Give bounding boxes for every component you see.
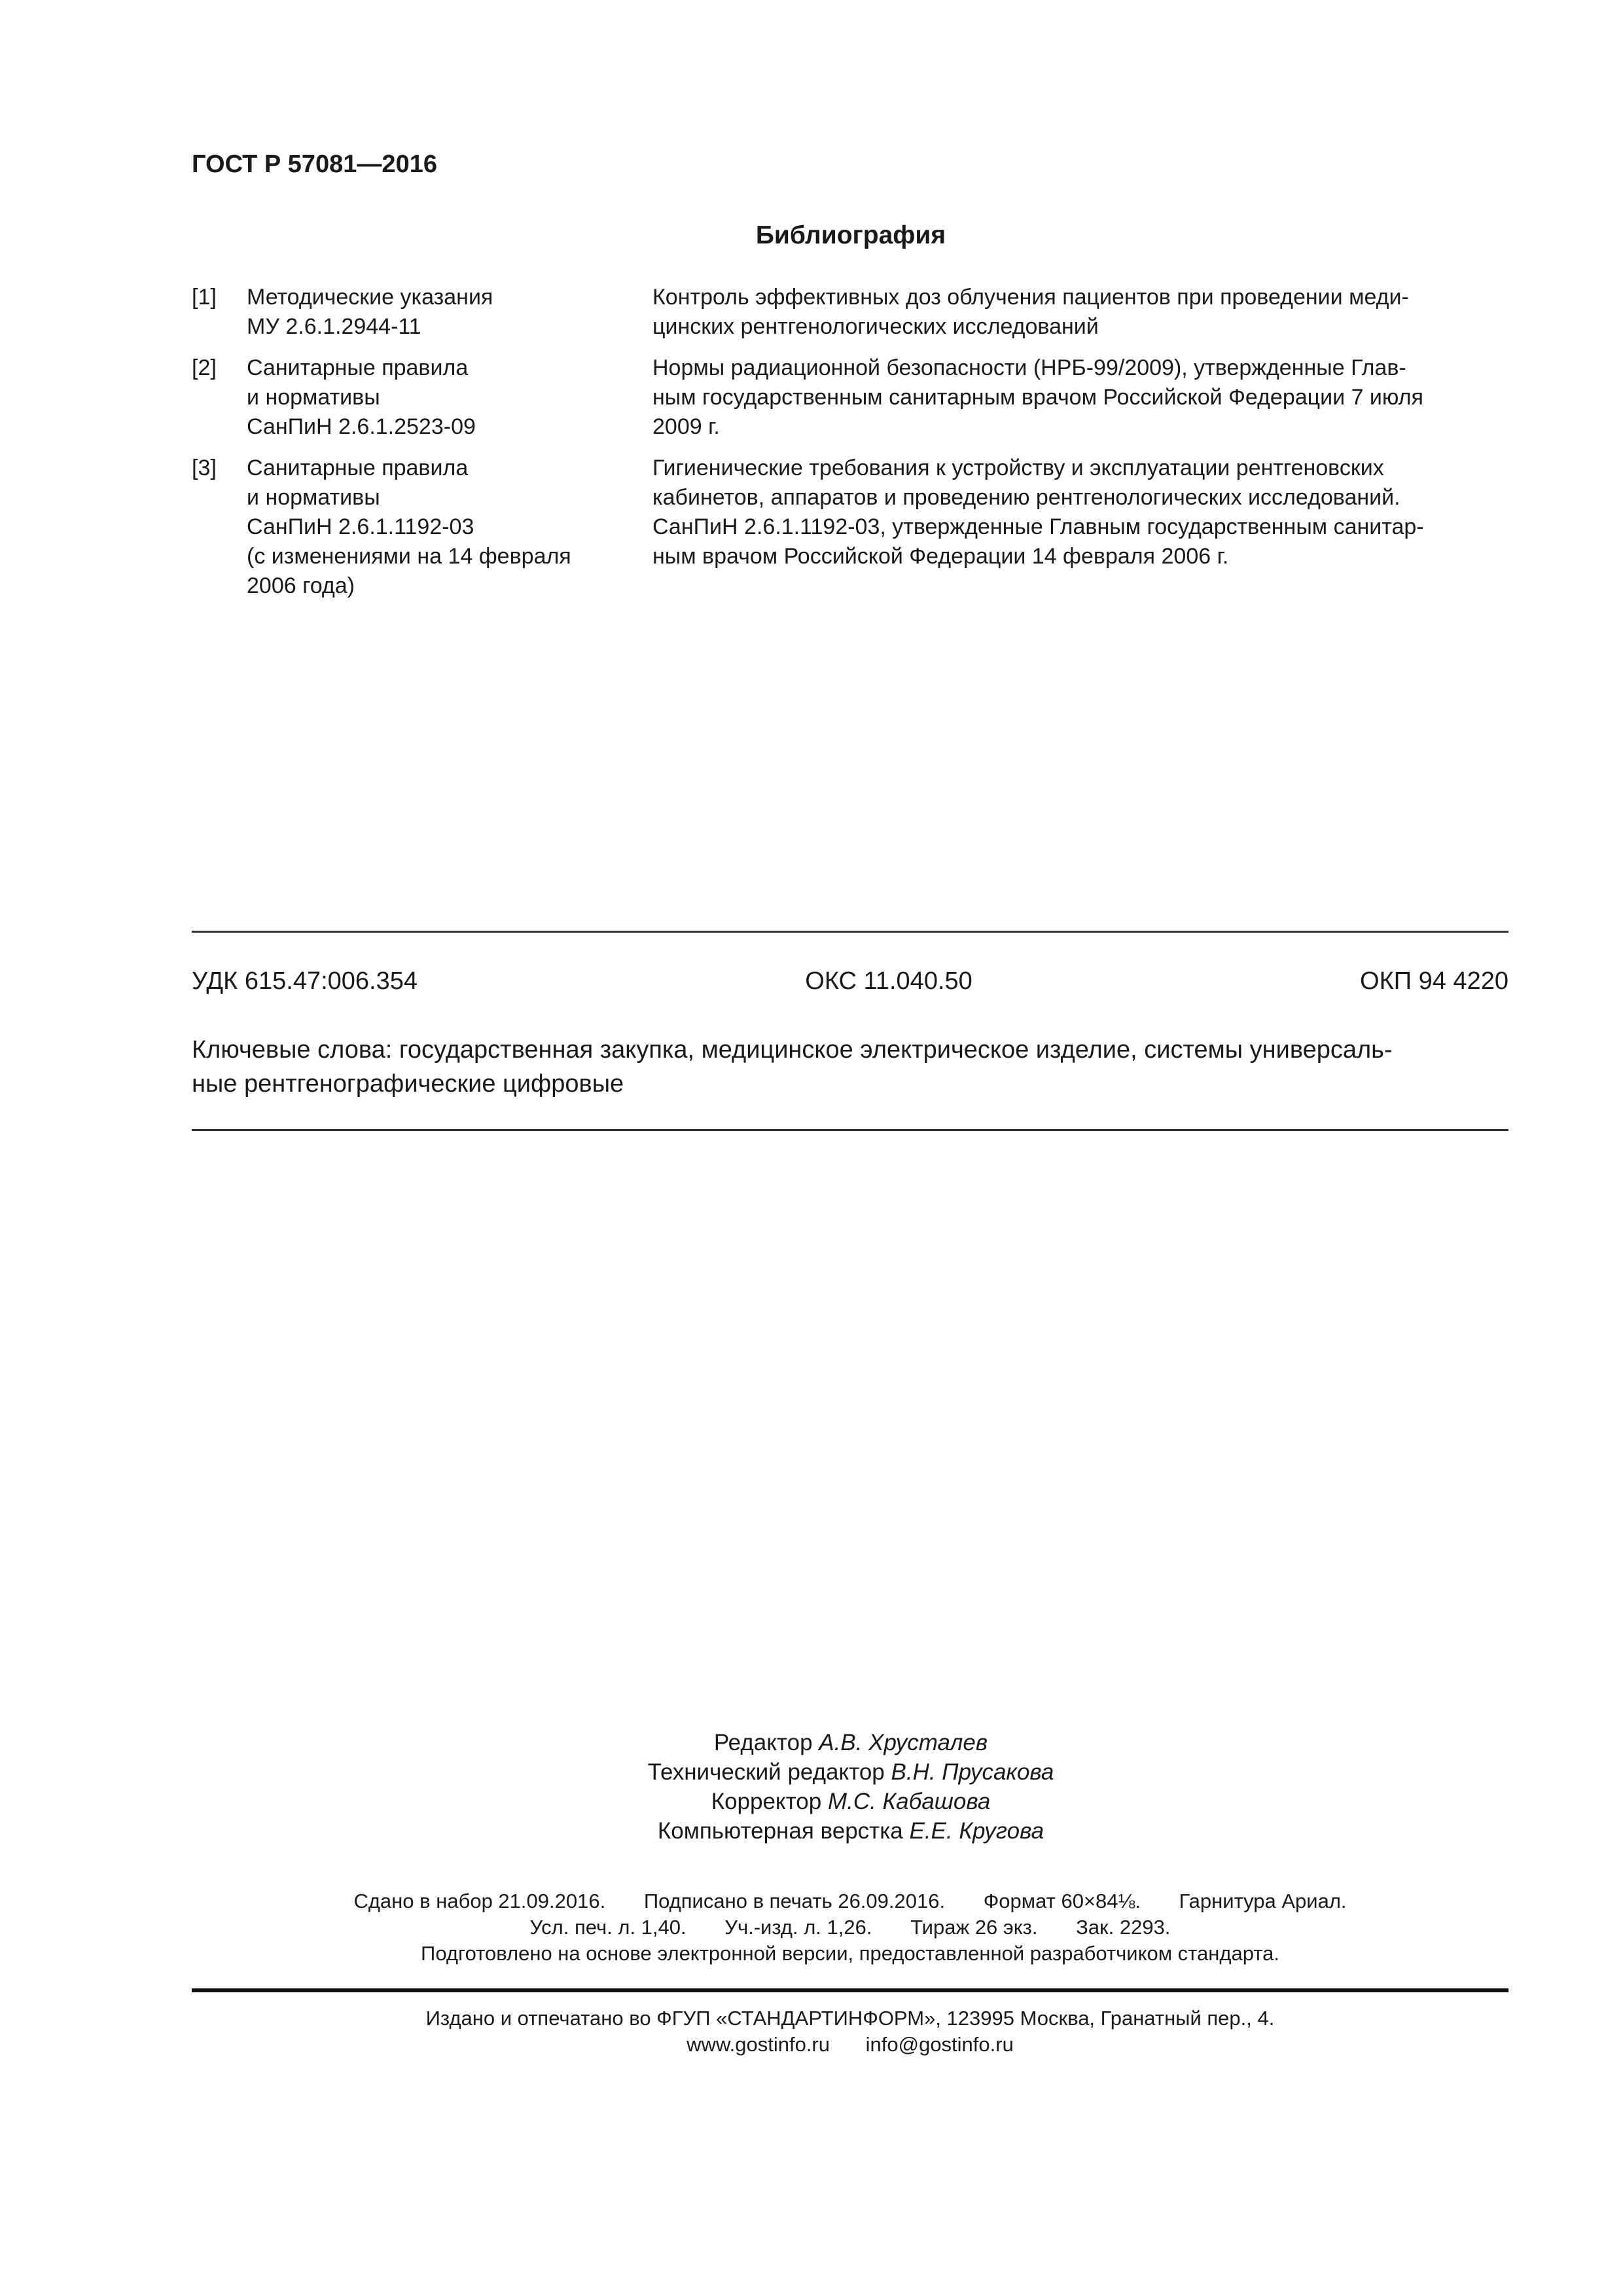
format: Формат 60×84⅛. (983, 1890, 1141, 1912)
entry-description: Нормы радиационной безопасности (НРБ-99/2009), утвержденные Глав- ным государственным санитарным врачом Российской Федерации 7 июля 2009 г. (652, 355, 1423, 439)
udk-code: УДК 615.47:006.354 (192, 967, 418, 995)
credits-block (0, 1728, 1623, 1846)
imprint-line (192, 1888, 1508, 1914)
typeset-date: Сдано в набор 21.09.2016. (353, 1890, 606, 1912)
credit-line (0, 1787, 1623, 1816)
print-date: Подписано в печать 26.09.2016. (643, 1890, 946, 1912)
classification-row (192, 967, 1508, 996)
credit-name: Е.Е. Кругова (909, 1818, 1044, 1844)
publisher-sheets: Уч.-изд. л. 1,26. (724, 1916, 872, 1939)
credit-name: В.Н. Прусакова (891, 1759, 1054, 1785)
credit-line (0, 1816, 1623, 1846)
entry-number: [2] (192, 355, 217, 380)
entry-source: Санитарные правила и нормативы СанПиН 2.6.1.2523-09 (247, 355, 476, 439)
bibliography-list (192, 283, 1508, 613)
okp-code: ОКП 94 4220 (1360, 967, 1508, 995)
publisher-block (192, 2005, 1508, 2058)
print-sheets: Усл. печ. л. 1,40. (529, 1916, 687, 1939)
bibliography-entry (192, 283, 1508, 342)
divider-top (192, 931, 1508, 933)
typeface: Гарнитура Ариал. (1179, 1890, 1347, 1912)
credit-role: Технический редактор (647, 1759, 885, 1785)
divider-imprint (192, 1988, 1508, 1992)
credit-line (0, 1757, 1623, 1787)
credit-name: М.С. Кабашова (827, 1789, 991, 1814)
circulation: Тираж 26 экз. (910, 1916, 1038, 1939)
bibliography-entry (192, 353, 1508, 442)
document-code: ГОСТ Р 57081—2016 (192, 151, 437, 178)
credit-name: А.В. Хрусталев (819, 1730, 988, 1755)
order-number: Зак. 2293. (1076, 1916, 1171, 1939)
entry-source: Методические указания МУ 2.6.1.2944-11 (247, 285, 493, 339)
publisher-address: Издано и отпечатано во ФГУП «СТАНДАРТИНФОРМ», 123995 Москва, Гранатный пер., 4. (425, 2007, 1275, 2030)
keywords: Ключевые слова: государственная закупка, медицинское электрическое изделие, системы универсаль- ные рентгенографические цифровые (192, 1036, 1393, 1098)
entry-description: Контроль эффективных доз облучения пациентов при проведении меди- цинских рентгенологических исследований (652, 285, 1409, 339)
imprint-block (192, 1888, 1508, 1967)
imprint-note: Подготовлено на основе электронной версии, предоставленной разработчиком стандарта. (421, 1942, 1279, 1965)
credit-role: Корректор (711, 1789, 822, 1814)
publisher-email[interactable]: info@gostinfo.ru (865, 2033, 1014, 2056)
bibliography-title: Библиография (755, 221, 946, 249)
credit-role: Редактор (713, 1730, 813, 1755)
publisher-website[interactable]: www.gostinfo.ru (687, 2033, 830, 2056)
entry-description: Гигиенические требования к устройству и эксплуатации рентгеновских кабинетов, аппаратов и проведению рентгенологических исследований. СанПиН 2.6.1.1192-03, утвержденные Главным государственным санитар- ным врачом Российской Федерации 14 февраля 2006 г. (652, 456, 1424, 569)
publisher-contacts (192, 2032, 1508, 2058)
entry-number: [1] (192, 285, 217, 310)
divider-bottom (192, 1129, 1508, 1131)
bibliography-entry (192, 454, 1508, 601)
credit-line (0, 1728, 1623, 1757)
oks-code: ОКС 11.040.50 (805, 967, 972, 995)
imprint-line (192, 1914, 1508, 1941)
entry-number: [3] (192, 456, 217, 480)
credit-role: Компьютерная верстка (657, 1818, 903, 1844)
entry-source: Санитарные правила и нормативы СанПиН 2.6.1.1192-03 (с изменениями на 14 февраля 2006 года) (247, 456, 571, 598)
